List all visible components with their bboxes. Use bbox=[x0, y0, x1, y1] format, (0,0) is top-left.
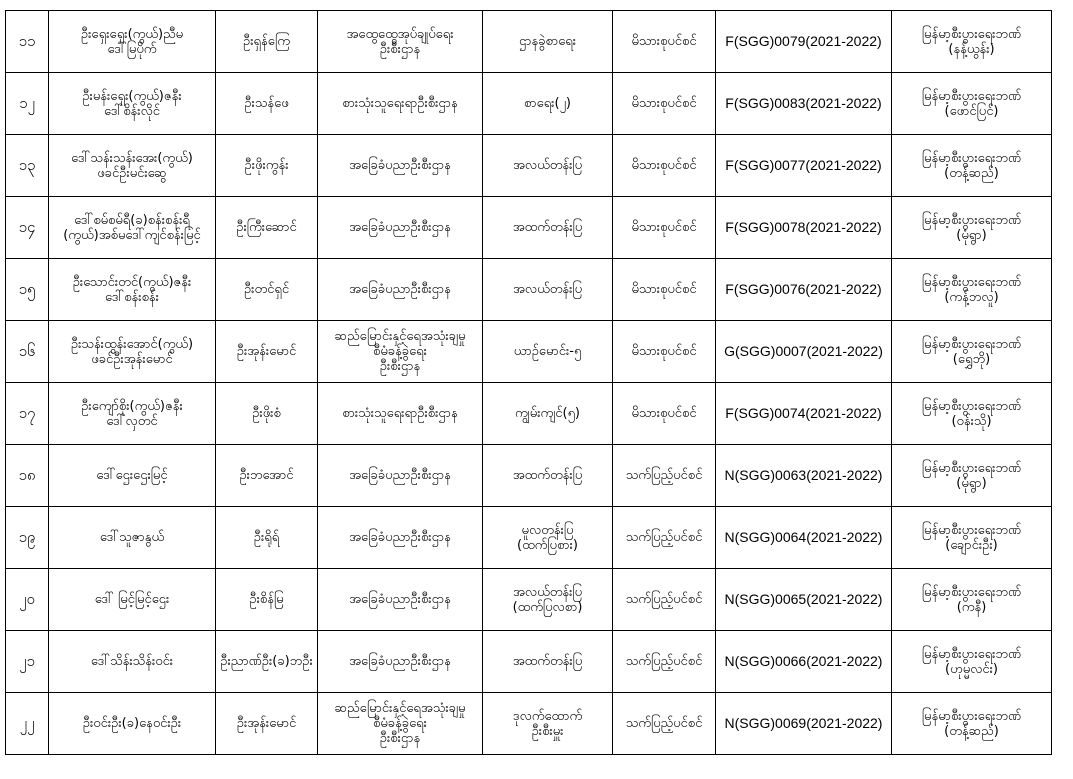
cell-position: အလယ်တန်းပြ bbox=[483, 135, 613, 197]
cell-permit-number: F(SGG)0077(2021-2022) bbox=[716, 135, 892, 197]
cell-permit-number: F(SGG)0074(2021-2022) bbox=[716, 383, 892, 445]
table-row bbox=[6, 11, 1052, 73]
cell-row-number: ၂၂ bbox=[6, 693, 49, 755]
cell-pension-type: မိသားစုပင်စင် bbox=[613, 197, 716, 259]
cell-pension-type: မိသားစုပင်စင် bbox=[613, 73, 716, 135]
cell-row-number: ၂၁ bbox=[6, 631, 49, 693]
cell-pension-type: သက်ပြည့်ပင်စင် bbox=[613, 445, 716, 507]
cell-permit-number: F(SGG)0079(2021-2022) bbox=[716, 11, 892, 73]
cell-position: အလယ်တန်းပြ (ထက်ပြလစာ) bbox=[483, 569, 613, 631]
cell-bank-branch: မြန်မာ့စီးပွားရေးဘဏ် (ဝန်းသို) bbox=[892, 383, 1052, 445]
pension-table-page bbox=[5, 10, 1051, 755]
cell-department: စားသုံးသူရေးရာဦးစီးဌာန bbox=[318, 73, 483, 135]
cell-pension-type: မိသားစုပင်စင် bbox=[613, 135, 716, 197]
cell-bank-branch: မြန်မာ့စီးပွားရေးဘဏ် (ရွှေဘို) bbox=[892, 321, 1052, 383]
cell-permit-number: N(SGG)0066(2021-2022) bbox=[716, 631, 892, 693]
cell-row-number: ၁၁ bbox=[6, 11, 49, 73]
table-row bbox=[6, 693, 1052, 755]
cell-bank-branch: မြန်မာ့စီးပွားရေးဘဏ် (တန့်ဆည်) bbox=[892, 135, 1052, 197]
cell-pensioner-name: ဦးသန်းထွန်းအောင်(ကွယ်) ဖခင်ဦးအုန်းမောင် bbox=[49, 321, 216, 383]
cell-bank-branch: မြန်မာ့စီးပွားရေးဘဏ် (ဟုမ္မလင်း) bbox=[892, 631, 1052, 693]
cell-father-name: ဦးဘအောင် bbox=[216, 445, 318, 507]
cell-row-number: ၁၂ bbox=[6, 73, 49, 135]
table-row bbox=[6, 631, 1052, 693]
cell-pension-type: မိသားစုပင်စင် bbox=[613, 383, 716, 445]
cell-pension-type: မိသားစုပင်စင် bbox=[613, 321, 716, 383]
cell-father-name: ဦးတင်ရှင် bbox=[216, 259, 318, 321]
cell-department: ဆည်မြောင်းနှင့်ရေအသုံးချမှု စီမံခန့်ခွဲရေး ဦးစီးဌာန bbox=[318, 321, 483, 383]
table-row bbox=[6, 383, 1052, 445]
cell-pension-type: သက်ပြည့်ပင်စင် bbox=[613, 507, 716, 569]
cell-permit-number: F(SGG)0078(2021-2022) bbox=[716, 197, 892, 259]
table-row bbox=[6, 135, 1052, 197]
table-row bbox=[6, 507, 1052, 569]
cell-father-name: ဦးစိန်မြ bbox=[216, 569, 318, 631]
cell-position: အလယ်တန်းပြ bbox=[483, 259, 613, 321]
cell-department: အထွေထွေအုပ်ချုပ်ရေး ဦးစီးဌာန bbox=[318, 11, 483, 73]
cell-pensioner-name: ဦးကျော်စိုး(ကွယ်)ဇနီး ဒေါ်လှတင် bbox=[49, 383, 216, 445]
table-row bbox=[6, 73, 1052, 135]
cell-father-name: ဦးသန်ဖေ bbox=[216, 73, 318, 135]
cell-pension-type: သက်ပြည့်ပင်စင် bbox=[613, 631, 716, 693]
cell-pension-type: သက်ပြည့်ပင်စင် bbox=[613, 569, 716, 631]
table-row bbox=[6, 197, 1052, 259]
cell-pensioner-name: ဦးမန်းရှေး(ကွယ်)ဇနီး ဒေါ်စိန်းလိုင် bbox=[49, 73, 216, 135]
cell-row-number: ၁၅ bbox=[6, 259, 49, 321]
table-body bbox=[6, 11, 1052, 755]
cell-pensioner-name: ဦးဝင်းဦး(ခ)နေဝင်းဦး bbox=[49, 693, 216, 755]
cell-father-name: ဦးဖိုးစံ bbox=[216, 383, 318, 445]
cell-pensioner-name: ဒေါ်စမ်စမ်ရီ(ခ)စန်းစန်းရီ (ကွယ်)အစ်မဒေါ်ကျင်စန်းမြင့် bbox=[49, 197, 216, 259]
cell-bank-branch: မြန်မာ့စီးပွားရေးဘဏ် (ဖောင်ပြင်) bbox=[892, 73, 1052, 135]
cell-father-name: ဦးအုန်းမောင် bbox=[216, 693, 318, 755]
cell-bank-branch: မြန်မာ့စီးပွားရေးဘဏ် (နန့်ယွန်း) bbox=[892, 11, 1052, 73]
table-row bbox=[6, 445, 1052, 507]
cell-father-name: ဦးကြီးဆောင် bbox=[216, 197, 318, 259]
cell-row-number: ၁၆ bbox=[6, 321, 49, 383]
cell-department: အခြေခံပညာဦးစီးဌာန bbox=[318, 569, 483, 631]
cell-row-number: ၁၄ bbox=[6, 197, 49, 259]
cell-father-name: ဦးရိုရ် bbox=[216, 507, 318, 569]
cell-bank-branch: မြန်မာ့စီးပွားရေးဘဏ် (တန့်ဆည်) bbox=[892, 693, 1052, 755]
cell-department: အခြေခံပညာဦးစီးဌာန bbox=[318, 507, 483, 569]
cell-position: ယာဉ်မောင်း-၅ bbox=[483, 321, 613, 383]
cell-pensioner-name: ဒေါ်ဌေးဌေးမြင့် bbox=[49, 445, 216, 507]
cell-position: မူလတန်းပြ (ထက်ပြစား) bbox=[483, 507, 613, 569]
pension-table bbox=[5, 10, 1052, 755]
cell-pension-type: သက်ပြည့်ပင်စင် bbox=[613, 693, 716, 755]
cell-position: ဌာနခွဲစာရေး bbox=[483, 11, 613, 73]
cell-pensioner-name: ဒေါ်သိန်းသိန်းဝင်း bbox=[49, 631, 216, 693]
cell-position: ဒုလက်ထောက် ဦးစီးမှူး bbox=[483, 693, 613, 755]
cell-permit-number: G(SGG)0007(2021-2022) bbox=[716, 321, 892, 383]
cell-pensioner-name: ဒေါ်သူဇာနွယ် bbox=[49, 507, 216, 569]
cell-row-number: ၁၃ bbox=[6, 135, 49, 197]
cell-pensioner-name: ဦးရှေးရှေး(ကွယ်)ညီမ ဒေါ်မြပိုက် bbox=[49, 11, 216, 73]
cell-department: အခြေခံပညာဦးစီးဌာန bbox=[318, 135, 483, 197]
cell-department: ဆည်မြောင်းနှင့်ရေအသုံးချမှု စီမံခန့်ခွဲရေး ဦးစီးဌာန bbox=[318, 693, 483, 755]
cell-bank-branch: မြန်မာ့စီးပွားရေးဘဏ် (မုံရွာ) bbox=[892, 445, 1052, 507]
cell-position: အထက်တန်းပြ bbox=[483, 445, 613, 507]
cell-position: အထက်တန်းပြ bbox=[483, 631, 613, 693]
cell-father-name: ဦးညာဏ်ဦး(ခ)ဘဦး bbox=[216, 631, 318, 693]
cell-position: ကျွမ်းကျင်(၅) bbox=[483, 383, 613, 445]
cell-position: စာရေး(၂) bbox=[483, 73, 613, 135]
cell-pension-type: မိသားစုပင်စင် bbox=[613, 11, 716, 73]
cell-row-number: ၁၉ bbox=[6, 507, 49, 569]
cell-row-number: ၂၀ bbox=[6, 569, 49, 631]
cell-department: အခြေခံပညာဦးစီးဌာန bbox=[318, 259, 483, 321]
cell-pensioner-name: ဒေါ်သန်းသန်းအေး(ကွယ်) ဖခင်ဦးမင်းဆွေ bbox=[49, 135, 216, 197]
cell-permit-number: N(SGG)0065(2021-2022) bbox=[716, 569, 892, 631]
cell-department: အခြေခံပညာဦးစီးဌာန bbox=[318, 631, 483, 693]
table-row bbox=[6, 321, 1052, 383]
table-row bbox=[6, 569, 1052, 631]
cell-bank-branch: မြန်မာ့စီးပွားရေးဘဏ် (မုံရွာ) bbox=[892, 197, 1052, 259]
table-row bbox=[6, 259, 1052, 321]
cell-pension-type: မိသားစုပင်စင် bbox=[613, 259, 716, 321]
cell-bank-branch: မြန်မာ့စီးပွားရေးဘဏ် (ကနီ) bbox=[892, 569, 1052, 631]
cell-pensioner-name: ဒေါ် မြင့်မြင့်ဌေး bbox=[49, 569, 216, 631]
cell-row-number: ၁၈ bbox=[6, 445, 49, 507]
cell-permit-number: N(SGG)0064(2021-2022) bbox=[716, 507, 892, 569]
cell-pensioner-name: ဦးသောင်းတင်(ကွယ်)ဇနီး ဒေါ်စန်းစန်း bbox=[49, 259, 216, 321]
cell-father-name: ဦးဖိုးကွန်း bbox=[216, 135, 318, 197]
cell-bank-branch: မြန်မာ့စီးပွားရေးဘဏ် (ကန့်ဘလူ) bbox=[892, 259, 1052, 321]
cell-department: စားသုံးသူရေးရာဦးစီးဌာန bbox=[318, 383, 483, 445]
cell-father-name: ဦးရှန်ကြေ bbox=[216, 11, 318, 73]
cell-department: အခြေခံပညာဦးစီးဌာန bbox=[318, 445, 483, 507]
cell-bank-branch: မြန်မာ့စီးပွားရေးဘဏ် (ချောင်းဦး) bbox=[892, 507, 1052, 569]
cell-row-number: ၁၇ bbox=[6, 383, 49, 445]
cell-permit-number: F(SGG)0076(2021-2022) bbox=[716, 259, 892, 321]
cell-father-name: ဦးအုန်းမောင် bbox=[216, 321, 318, 383]
cell-permit-number: N(SGG)0069(2021-2022) bbox=[716, 693, 892, 755]
cell-permit-number: F(SGG)0083(2021-2022) bbox=[716, 73, 892, 135]
cell-department: အခြေခံပညာဦးစီးဌာန bbox=[318, 197, 483, 259]
cell-position: အထက်တန်းပြ bbox=[483, 197, 613, 259]
cell-permit-number: N(SGG)0063(2021-2022) bbox=[716, 445, 892, 507]
